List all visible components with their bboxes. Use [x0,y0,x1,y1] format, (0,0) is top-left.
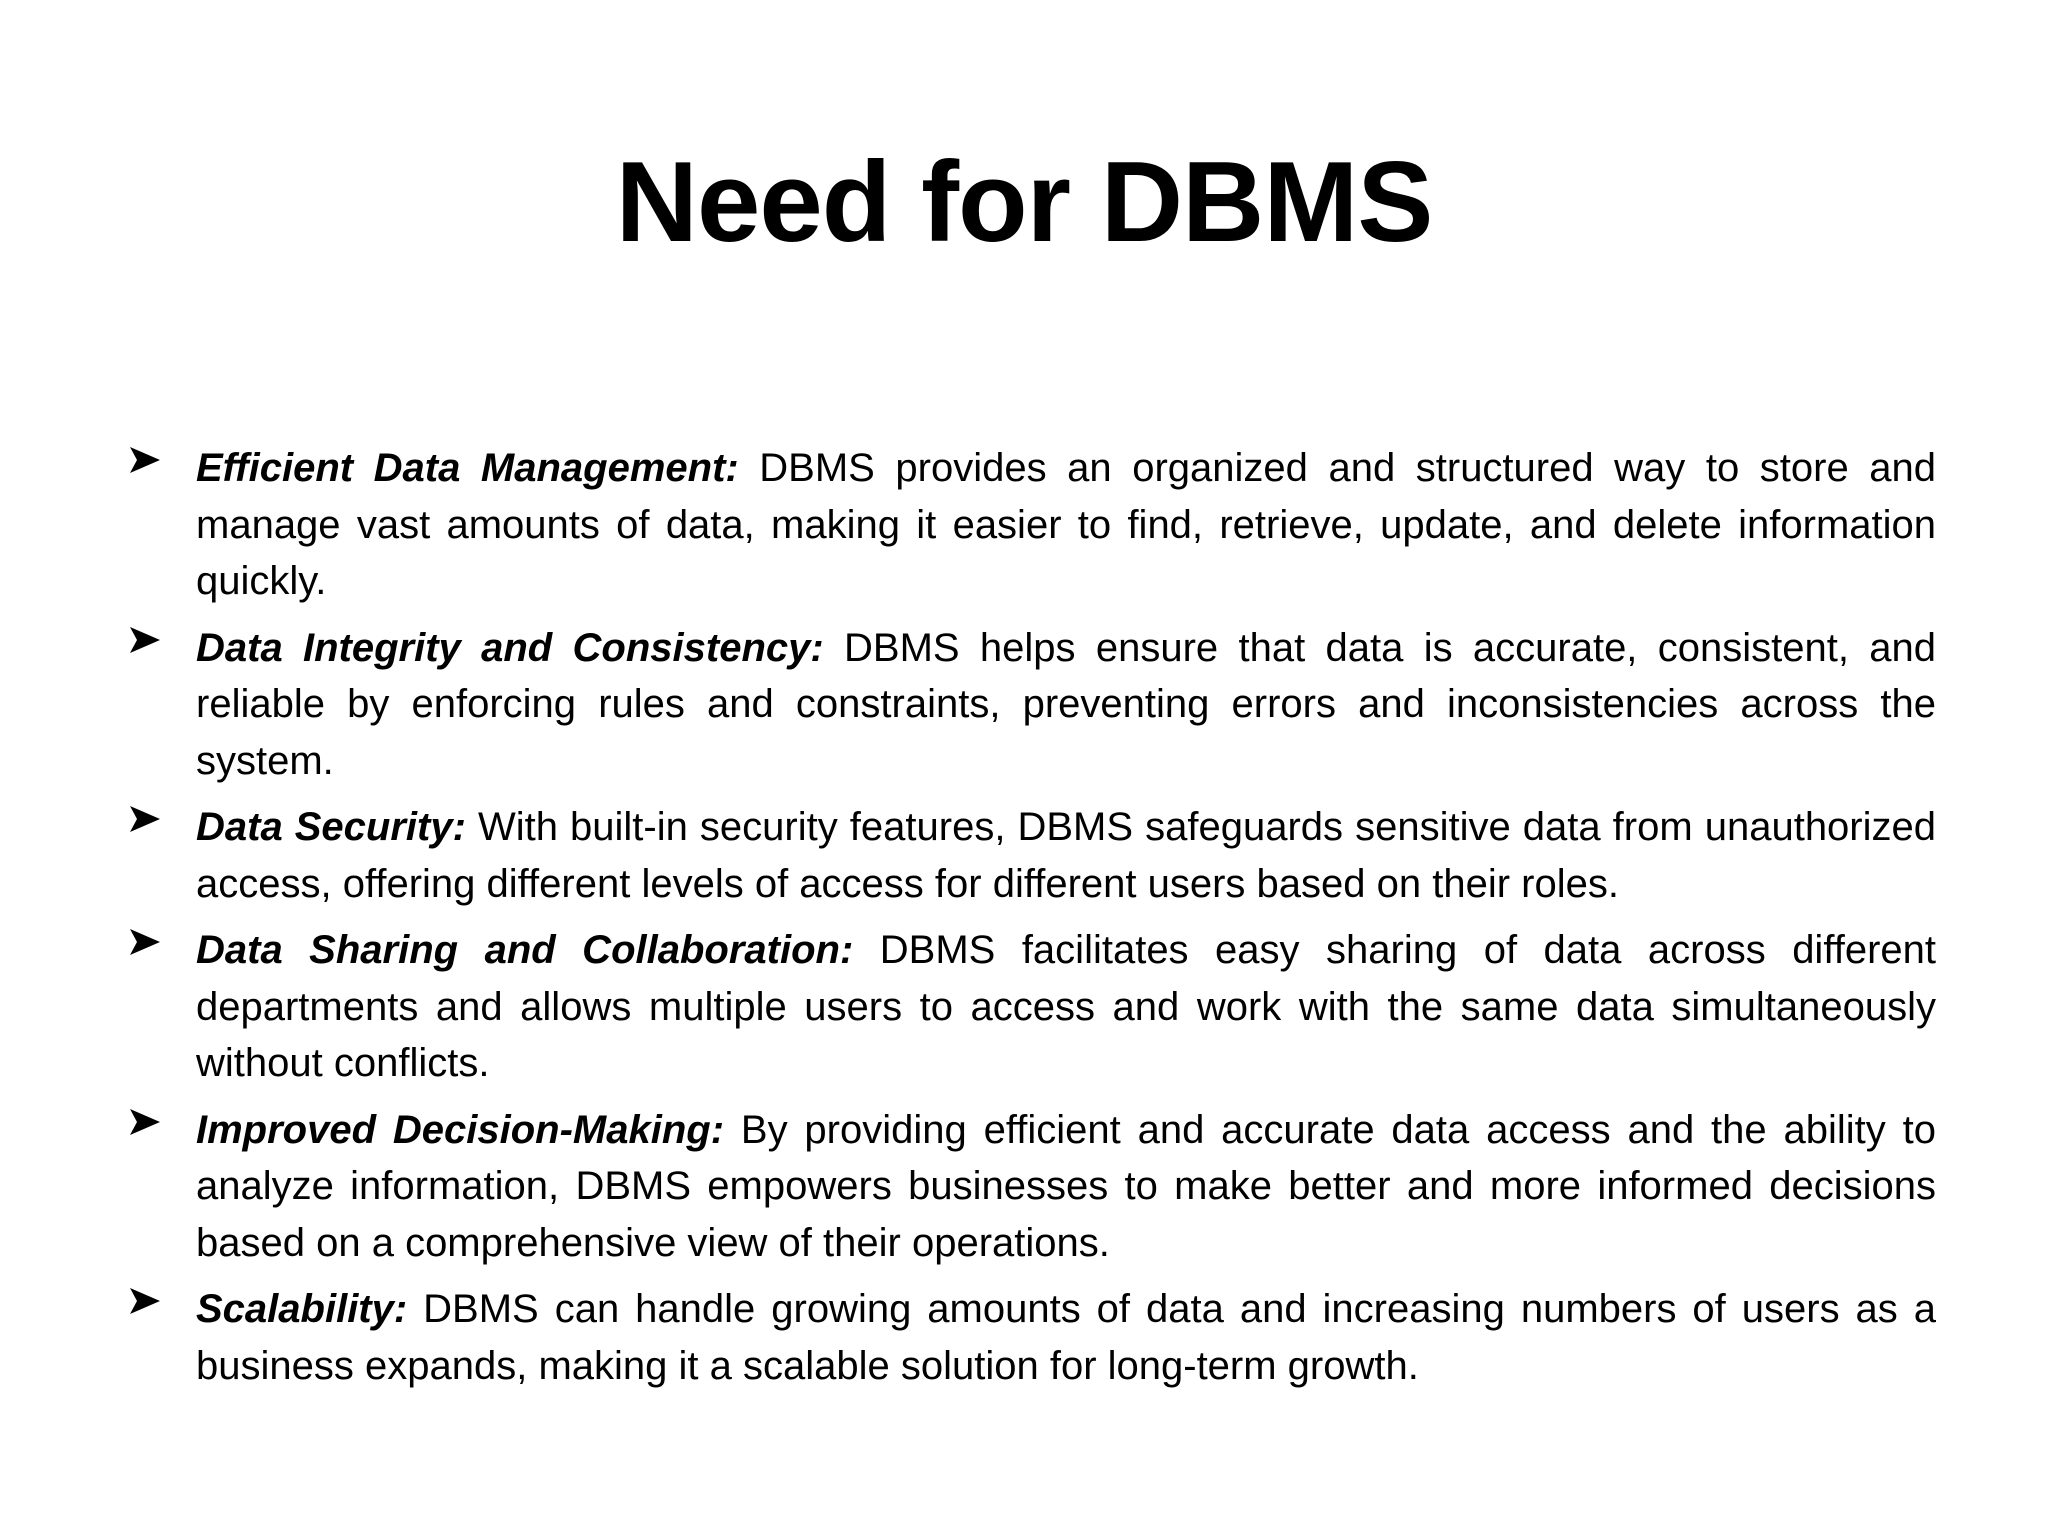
bullet-list [128,440,1936,1404]
bullet-term: Data Integrity and Consistency: [196,625,824,670]
slide-title: Need for DBMS [615,139,1433,266]
list-item [128,620,1936,790]
bullet-text: DBMS can handle growing amounts of data and increasing numbers of users as a business expands, making it a scalable solution for long-term growth. [196,1287,1936,1388]
bullet-term: Data Security: [196,805,466,849]
arrowhead-bullet-icon [128,1281,168,1337]
bullet-text: DBMS facilitates easy sharing of data across different departments and allows multiple users to access and work with the same data simultaneously without conflicts. [196,928,1936,1085]
list-item [128,922,1936,1092]
bullet-term: Scalability: [196,1287,408,1331]
arrowhead-bullet-icon [128,799,168,855]
list-item [128,1102,1936,1272]
bullet-text: By providing efficient and accurate data access and the ability to analyze information, DBMS empowers businesses to make better and more informed decisions based on a comprehensive view of their operations. [196,1107,1936,1265]
bullet-term: Efficient Data Management: [196,446,739,490]
arrowhead-bullet-icon [128,440,168,496]
bullet-text: DBMS provides an organized and structured way to store and manage vast amounts of data, making it easier to find, retrieve, update, and delete information quickly. [196,446,1937,603]
list-item [128,1281,1936,1394]
arrowhead-bullet-icon [128,620,168,676]
arrowhead-bullet-icon [128,922,168,978]
bullet-term: Data Sharing and Collaboration: [196,928,854,972]
list-item [128,440,1936,610]
bullet-text: With built-in security features, DBMS safeguards sensitive data from unauthorized access, offering different levels of access for different users based on their roles. [196,805,1937,906]
bullet-text: DBMS helps ensure that data is accurate, consistent, and reliable by enforcing rules and constraints, preventing errors and inconsistencies across the system. [196,625,1937,783]
bullet-term: Improved Decision-Making: [196,1107,725,1152]
list-item [128,799,1936,912]
arrowhead-bullet-icon [128,1102,168,1158]
